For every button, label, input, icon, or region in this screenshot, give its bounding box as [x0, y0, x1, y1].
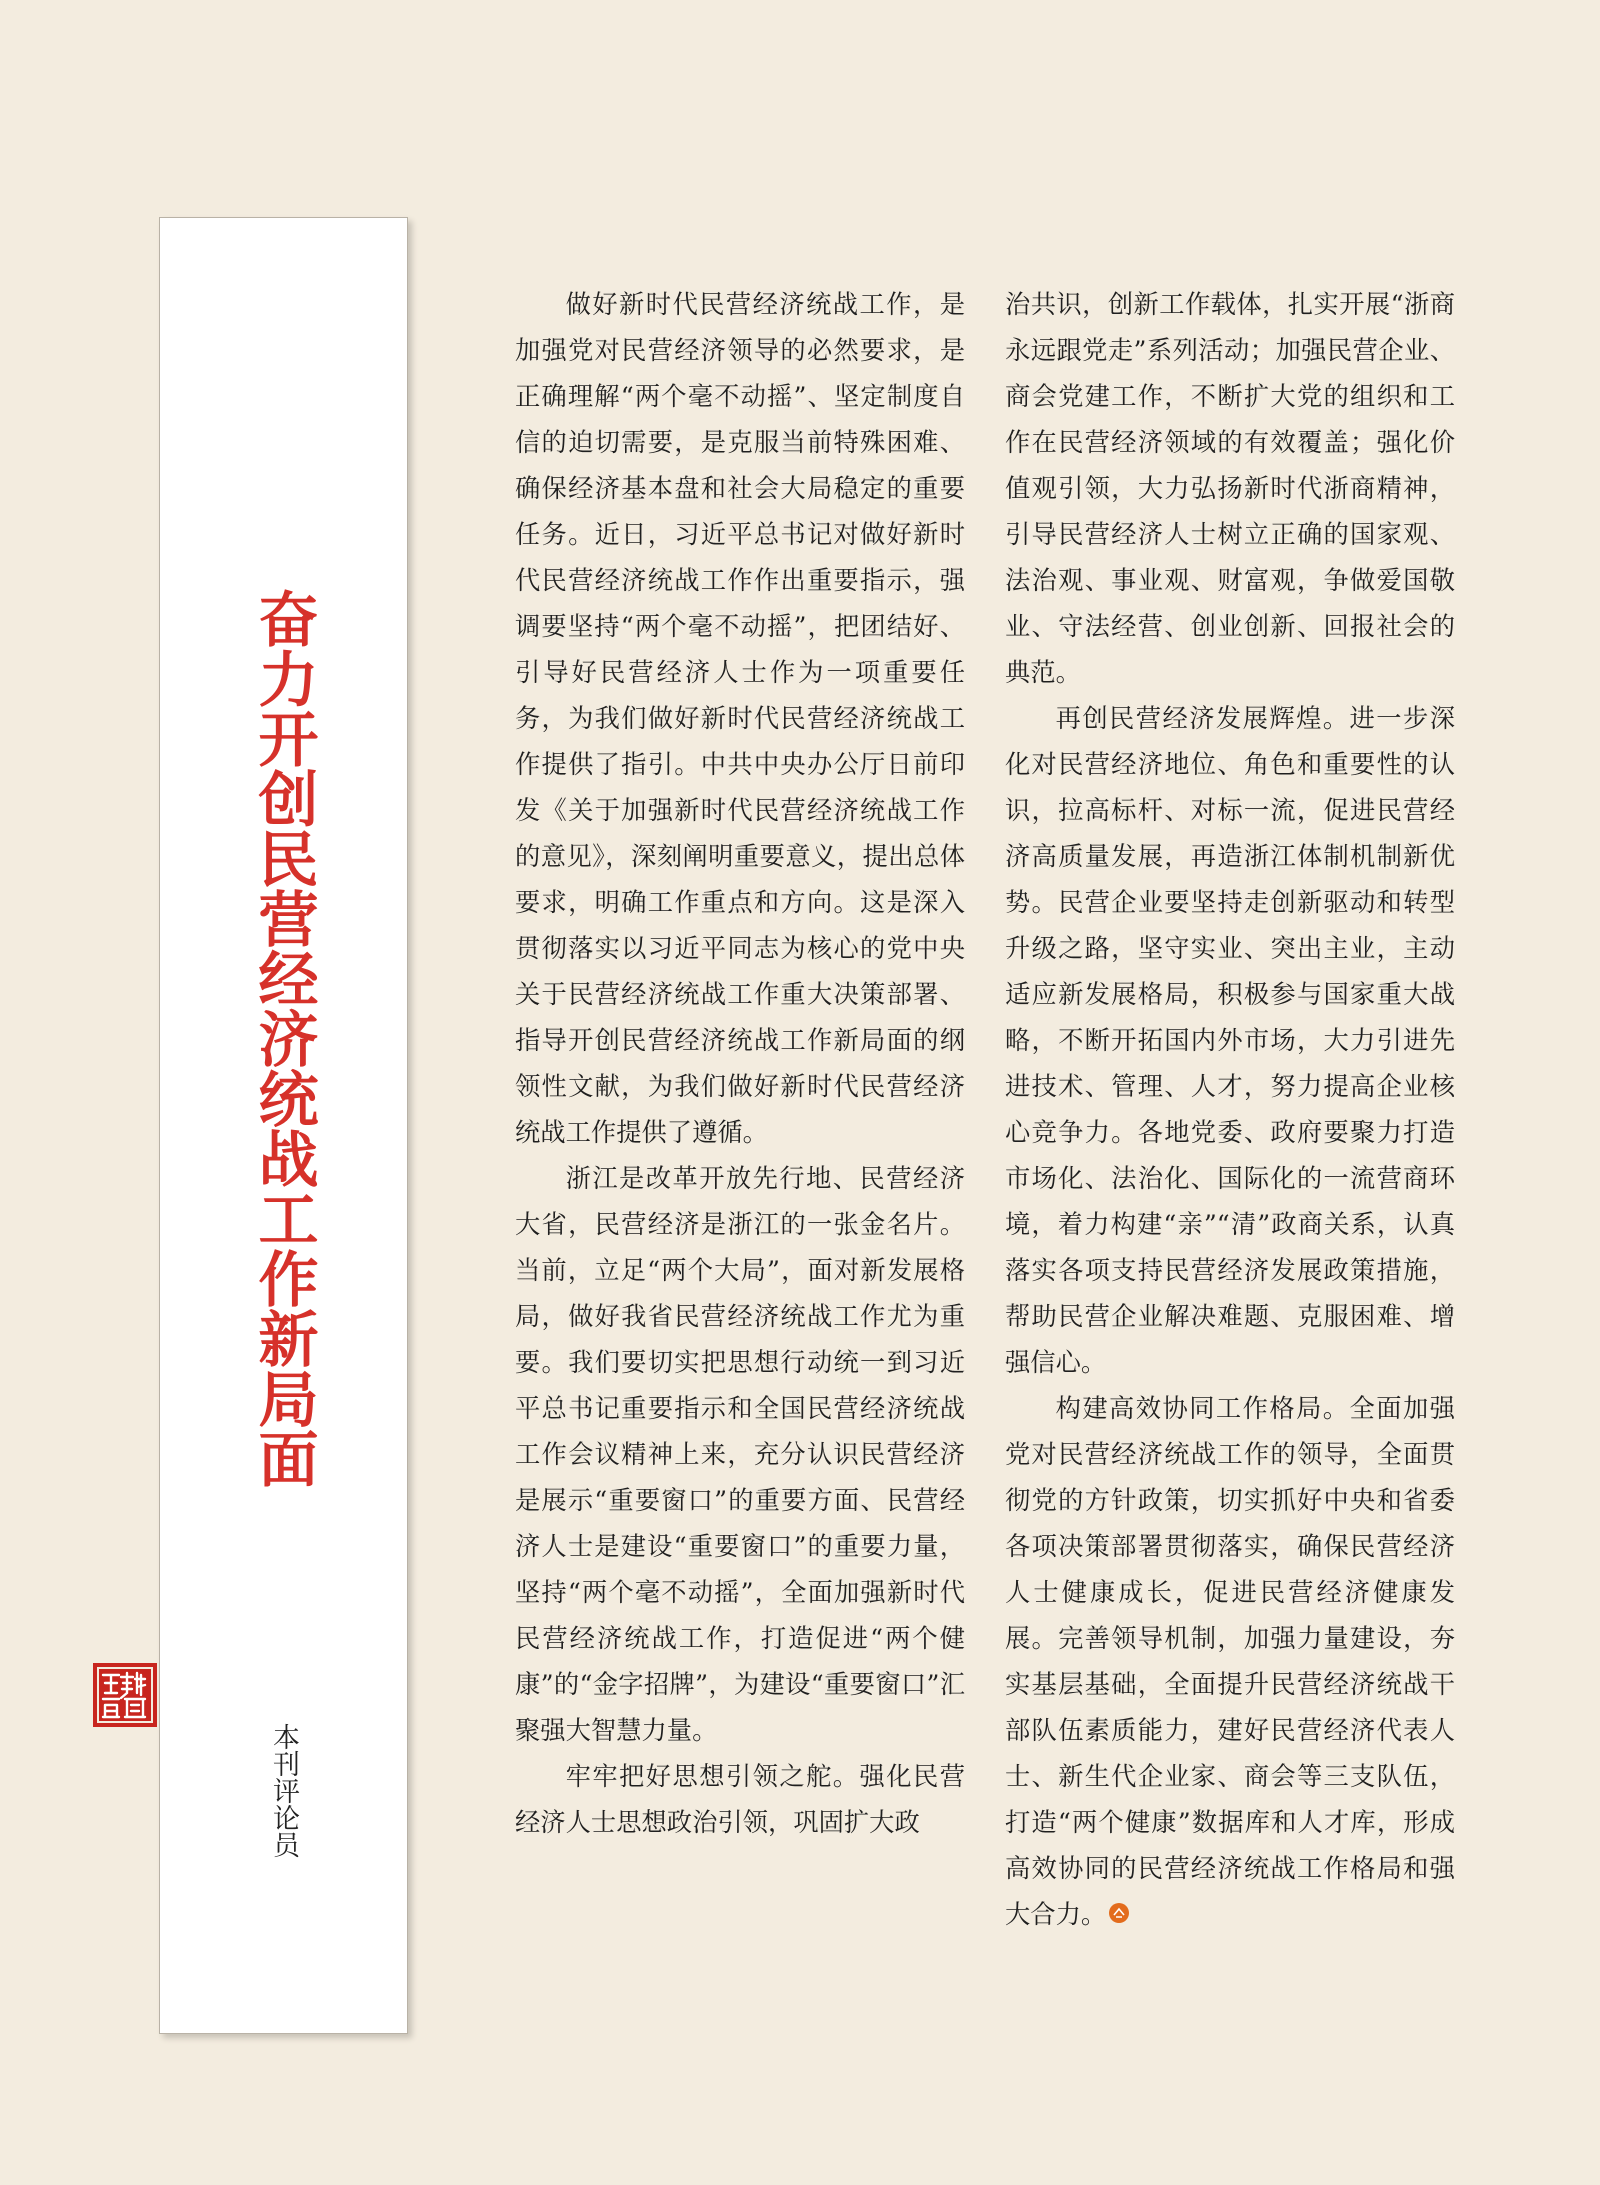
paragraph: 牢牢把好思想引领之舵。强化民营经济人士思想政治引领，巩固扩大政	[515, 1762, 965, 1837]
seal-stamp-icon	[93, 1663, 157, 1727]
article-column-left	[515, 282, 965, 1846]
author-byline: 本刊评论员	[268, 1723, 299, 1858]
title-panel	[159, 217, 408, 2034]
paragraph: 治共识，创新工作载体，扎实开展“浙商永远跟党走”系列活动；加强民营企业、商会党建工作，不断扩大党的组织和工作在民营经济领域的有效覆盖；强化价值观引领，大力弘扬新时代浙商精神，引导民营经济人士树立正确的国家观、法治观、事业观、财富观，争做爱国敬业、守法经营、创业创新、回报社会的典范。	[1005, 290, 1455, 687]
end-mark-icon	[1109, 1903, 1129, 1923]
article-column-right	[1005, 282, 1455, 1938]
article-title: 奋力开创民营经济统战工作新局面	[248, 588, 319, 1488]
paragraph: 浙江是改革开放先行地、民营经济大省，民营经济是浙江的一张金名片。当前，立足“两个大局”，面对新发展格局，做好我省民营经济统战工作尤为重要。我们要切实把思想行动统一到习近平总书记重要指示和全国民营经济统战工作会议精神上来，充分认识民营经济是展示“重要窗口”的重要方面、民营经济人士是建设“重要窗口”的重要力量，坚持“两个毫不动摇”，全面加强新时代民营经济统战工作，打造促进“两个健康”的“金字招牌”，为建设“重要窗口”汇聚强大智慧力量。	[515, 1164, 965, 1745]
paragraph: 再创民营经济发展辉煌。进一步深化对民营经济地位、角色和重要性的认识，拉高标杆、对标一流，促进民营经济高质量发展，再造浙江体制机制新优势。民营企业要坚持走创新驱动和转型升级之路，坚守实业、突出主业，主动适应新发展格局，积极参与国家重大战略，不断开拓国内外市场，大力引进先进技术、管理、人才，努力提高企业核心竞争力。各地党委、政府要聚力打造市场化、法治化、国际化的一流营商环境，着力构建“亲”“清”政商关系，认真落实各项支持民营经济发展政策措施，帮助民营企业解决难题、克服困难、增强信心。	[1005, 704, 1455, 1377]
paragraph-text: 构建高效协同工作格局。全面加强党对民营经济统战工作的领导，全面贯彻党的方针政策，切实抓好中央和省委各项决策部署贯彻落实，确保民营经济人士健康成长，促进民营经济健康发展。完善领导机制，加强力量建设，夯实基层基础，全面提升民营经济统战干部队伍素质能力，建好民营经济代表人士、新生代企业家、商会等三支队伍，打造“两个健康”数据库和人才库，形成高效协同的民营经济统战工作格局和强大合力。	[1005, 1394, 1455, 1929]
paragraph: 做好新时代民营经济统战工作，是加强党对民营经济领导的必然要求，是正确理解“两个毫不动摇”、坚定制度自信的迫切需要，是克服当前特殊困难、确保经济基本盘和社会大局稳定的重要任务。近日，习近平总书记对做好新时代民营经济统战工作作出重要指示，强调要坚持“两个毫不动摇”，把团结好、引导好民营经济人士作为一项重要任务，为我们做好新时代民营经济统战工作提供了指引。中共中央办公厅日前印发《关于加强新时代民营经济统战工作的意见》，深刻阐明重要意义，提出总体要求，明确工作重点和方向。这是深入贯彻落实以习近平同志为核心的党中央关于民营经济统战工作重大决策部署、指导开创民营经济统战工作新局面的纲领性文献，为我们做好新时代民营经济统战工作提供了遵循。	[515, 290, 965, 1147]
paragraph-last	[1005, 1386, 1455, 1938]
